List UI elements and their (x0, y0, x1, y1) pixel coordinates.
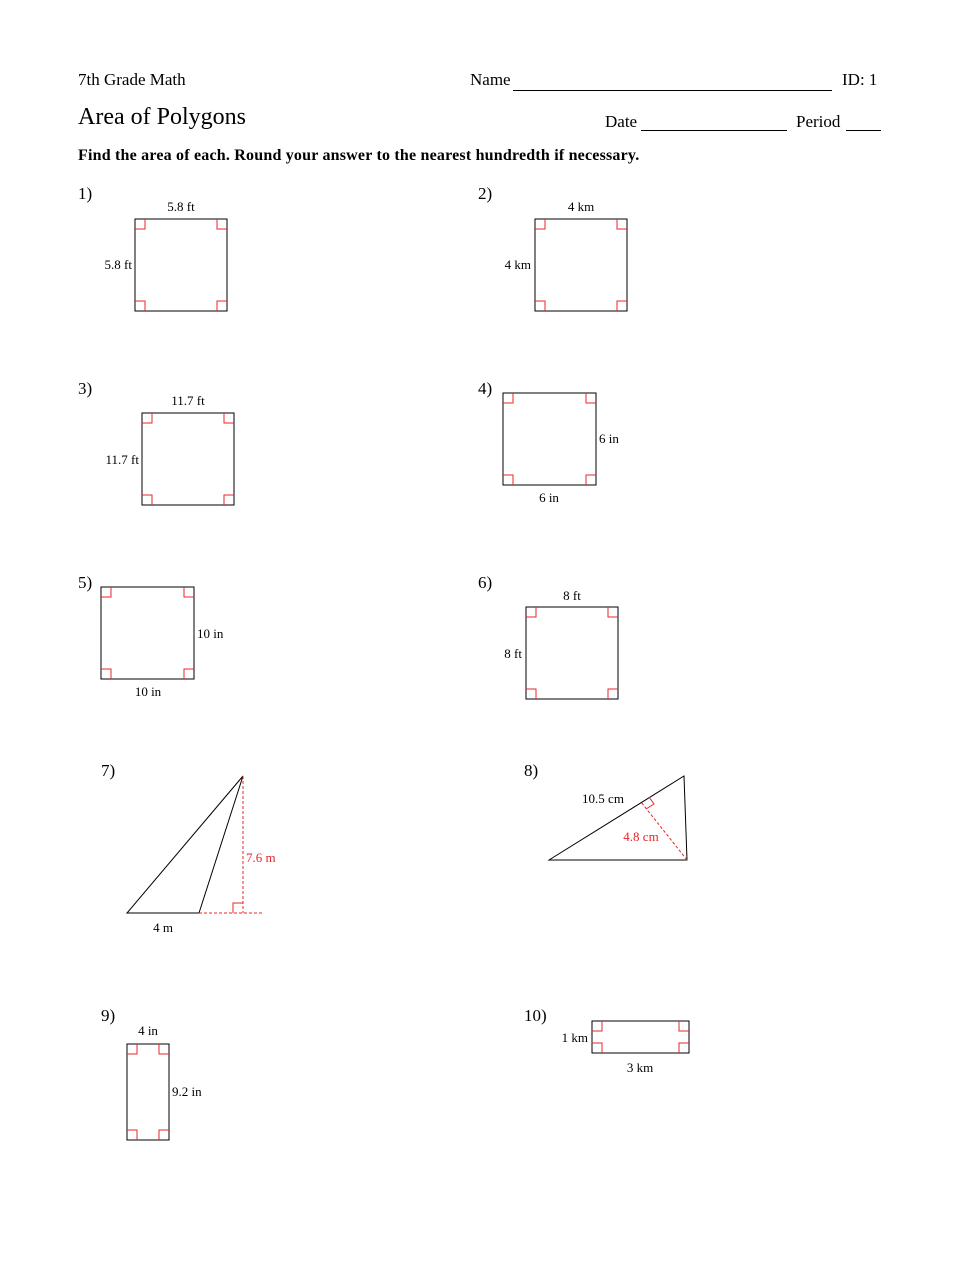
square-shape (101, 587, 194, 679)
right-angle-marker (233, 903, 243, 913)
base-label: 10.5 cm (582, 791, 624, 806)
right-angle-markers (127, 1044, 169, 1140)
problem-8-number: 8) (524, 761, 539, 780)
worksheet-id: ID: 1 (842, 70, 878, 89)
problem-3-figure (106, 393, 234, 505)
problem-2-number: 2) (478, 184, 493, 203)
problem-7-figure (127, 776, 276, 935)
side-length-label: 4 km (504, 257, 531, 272)
problem-10-figure (562, 1021, 689, 1075)
problem-1-figure (105, 199, 227, 311)
top-length-label: 4 km (567, 199, 595, 214)
width-label: 3 km (626, 1060, 654, 1075)
height-label: 1 km (561, 1030, 588, 1045)
problem-6-figure (504, 588, 618, 699)
period-label: Period (796, 112, 841, 131)
side-length-label: 8 ft (504, 646, 522, 661)
worksheet-title: Area of Polygons (78, 104, 246, 130)
height-label: 4.8 cm (623, 829, 659, 844)
triangle-shape (127, 776, 243, 913)
bottom-length-label: 6 in (539, 490, 559, 505)
problem-3-number: 3) (78, 379, 93, 398)
top-length-label: 5.8 ft (167, 199, 195, 214)
square-shape (535, 219, 627, 311)
problem-2-figure (505, 199, 627, 311)
square-shape (135, 219, 227, 311)
problem-8-figure (549, 776, 687, 860)
course-name: 7th Grade Math (78, 70, 186, 89)
rectangle-shape (592, 1021, 689, 1053)
right-angle-markers (101, 587, 194, 679)
bottom-length-label: 10 in (134, 684, 162, 699)
square-shape (142, 413, 234, 505)
right-angle-markers (526, 607, 618, 699)
problem-5-number: 5) (78, 573, 93, 592)
problem-4-number: 4) (478, 379, 493, 398)
problem-9-figure (127, 1023, 202, 1140)
problem-4-figure (503, 393, 619, 505)
side-length-label: 5.8 ft (104, 257, 132, 272)
right-angle-markers (135, 219, 227, 311)
side-length-label: 10 in (197, 626, 224, 641)
date-label: Date (605, 112, 638, 131)
right-angle-markers (142, 413, 234, 505)
base-label: 4 m (153, 920, 173, 935)
square-shape (526, 607, 618, 699)
rectangle-shape (127, 1044, 169, 1140)
side-length-label: 11.7 ft (105, 452, 139, 467)
top-length-label: 11.7 ft (171, 393, 205, 408)
name-label: Name (470, 70, 511, 89)
right-angle-markers (592, 1021, 689, 1053)
top-length-label: 8 ft (563, 588, 581, 603)
side-length-label: 6 in (599, 431, 619, 446)
square-shape (503, 393, 596, 485)
instructions: Find the area of each. Round your answer to the nearest hundredth if necessary. (78, 147, 640, 164)
problem-1-number: 1) (78, 184, 93, 203)
width-label: 4 in (138, 1023, 158, 1038)
height-label: 7.6 m (246, 850, 276, 865)
right-angle-markers (535, 219, 627, 311)
problem-10-number: 10) (524, 1006, 547, 1025)
problem-7-number: 7) (101, 761, 116, 780)
problem-9-number: 9) (101, 1006, 116, 1025)
triangle-shape (549, 776, 687, 860)
height-label: 9.2 in (172, 1084, 202, 1099)
problem-6-number: 6) (478, 573, 493, 592)
right-angle-markers (503, 393, 596, 485)
problem-5-figure (101, 587, 224, 699)
